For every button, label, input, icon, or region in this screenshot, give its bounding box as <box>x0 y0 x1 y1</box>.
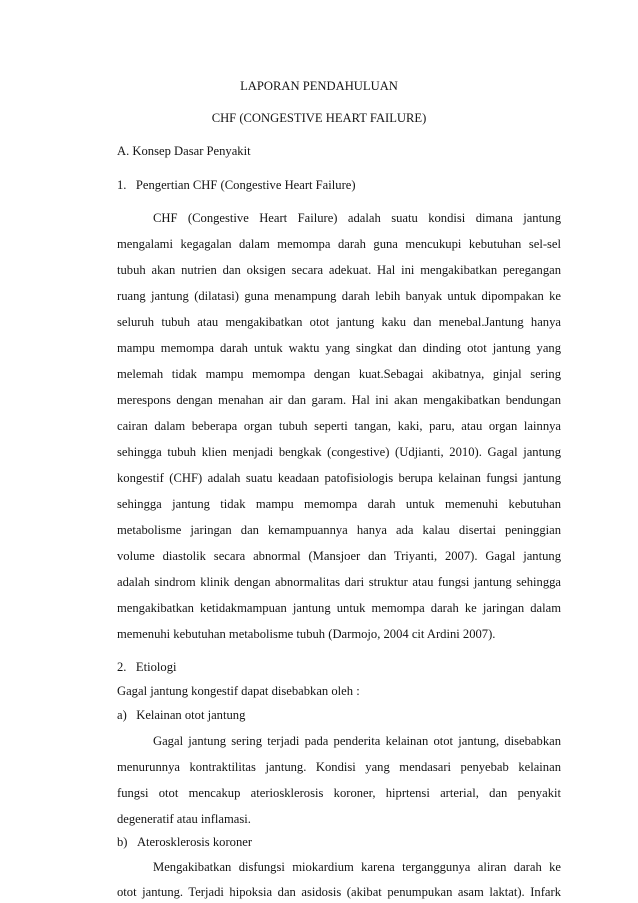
subsection-1-number: 1. <box>117 178 127 192</box>
etiology-intro: Gagal jantung kongestif dapat disebabkan oleh : <box>117 684 360 698</box>
subsection-1-heading <box>117 177 561 193</box>
paragraph-line: kongestif (CHF) adalah suatu keadaan patofisiologis berupa kelainan fungsi jantung <box>117 471 561 485</box>
document-subtitle: CHF (CONGESTIVE HEART FAILURE) <box>211 111 427 125</box>
paragraph-line: volume diastolik secara abnormal (Mansjoer dan Triyanti, 2007). Gagal jantung <box>117 549 561 563</box>
paragraph-line: melemah tidak mampu memompa dengan kuat.Sebagai akibatnya, ginjal sering <box>117 367 561 381</box>
document-title: LAPORAN PENDAHULUAN <box>240 79 398 93</box>
paragraph-line: menurunnya kontraktilitas jantung. Kondisi yang mendasari penyebab kelainan <box>117 760 561 774</box>
item-a-marker: a) <box>117 708 127 722</box>
paragraph-line: CHF (Congestive Heart Failure) adalah suatu kondisi dimana jantung <box>153 211 561 225</box>
paragraph-line: metabolisme jaringan dan kemampuannya hanya ada kalau disertai peninggian <box>117 523 561 537</box>
paragraph-line: seluruh tubuh atau mengakibatkan otot jantung kaku dan menebal.Jantung hanya <box>117 315 561 329</box>
paragraph-line: mampu memompa darah untuk waktu yang singkat dan dinding otot jantung yang <box>117 341 561 355</box>
paragraph-line: otot jantung. Terjadi hipoksia dan asidosis (akibat penumpukan asam laktat). Infark <box>117 885 561 899</box>
item-a-title: Kelainan otot jantung <box>136 708 246 722</box>
item-b-heading <box>117 834 561 850</box>
paragraph-line-last: degeneratif atau inflamasi. <box>117 812 251 826</box>
paragraph-line: ruang jantung (dilatasi) guna menampung darah lebih banyak untuk dipompakan ke <box>117 289 561 303</box>
paragraph-line: adalah sindrom klinik dengan abnormalitas dari struktur atau fungsi jantung sehingga <box>117 575 561 589</box>
paragraph-line-last: memenuhi kebutuhan metabolisme tubuh (Darmojo, 2004 cit Ardini 2007). <box>117 627 496 641</box>
paragraph-line: merespons dengan menahan air dan garam. Hal ini akan mengakibatkan bendungan <box>117 393 561 407</box>
paragraph-line: Mengakibatkan disfungsi miokardium karena terganggunya aliran darah ke <box>153 860 561 874</box>
paragraph-line: mengakibatkan ketidakmampuan jantung untuk memompa darah ke jaringan dalam <box>117 601 561 615</box>
paragraph-line: Gagal jantung sering terjadi pada penderita kelainan otot jantung, disebabkan <box>153 734 561 748</box>
paragraph-line: tubuh akan nutrien dan oksigen secara adekuat. Hal ini mengakibatkan peregangan <box>117 263 561 277</box>
section-a-heading: A. Konsep Dasar Penyakit <box>117 144 251 158</box>
item-b-marker: b) <box>117 835 128 849</box>
item-a-heading <box>117 707 561 723</box>
item-b-title: Aterosklerosis koroner <box>136 835 253 849</box>
subsection-2-number: 2. <box>117 660 127 674</box>
paragraph-line: sehingga jantung tidak mampu memompa darah untuk memenuhi kebutuhan <box>117 497 561 511</box>
subsection-2-title: Etiologi <box>135 660 177 674</box>
subsection-1-title: Pengertian CHF (Congestive Heart Failure) <box>135 178 356 192</box>
subsection-2-heading <box>117 659 561 675</box>
paragraph-line: fungsi otot mencakup ateriosklerosis koroner, hiprtensi arterial, dan penyakit <box>117 786 561 800</box>
paragraph-line: cairan dalam beberapa organ tubuh seperti tangan, kaki, paru, atau organ lainnya <box>117 419 561 433</box>
paragraph-line: sehingga tubuh klien menjadi bengkak (congestive) (Udjianti, 2010). Gagal jantung <box>117 445 561 459</box>
paragraph-line: mengalami kegagalan dalam memompa darah guna mencukupi kebutuhan sel-sel <box>117 237 561 251</box>
